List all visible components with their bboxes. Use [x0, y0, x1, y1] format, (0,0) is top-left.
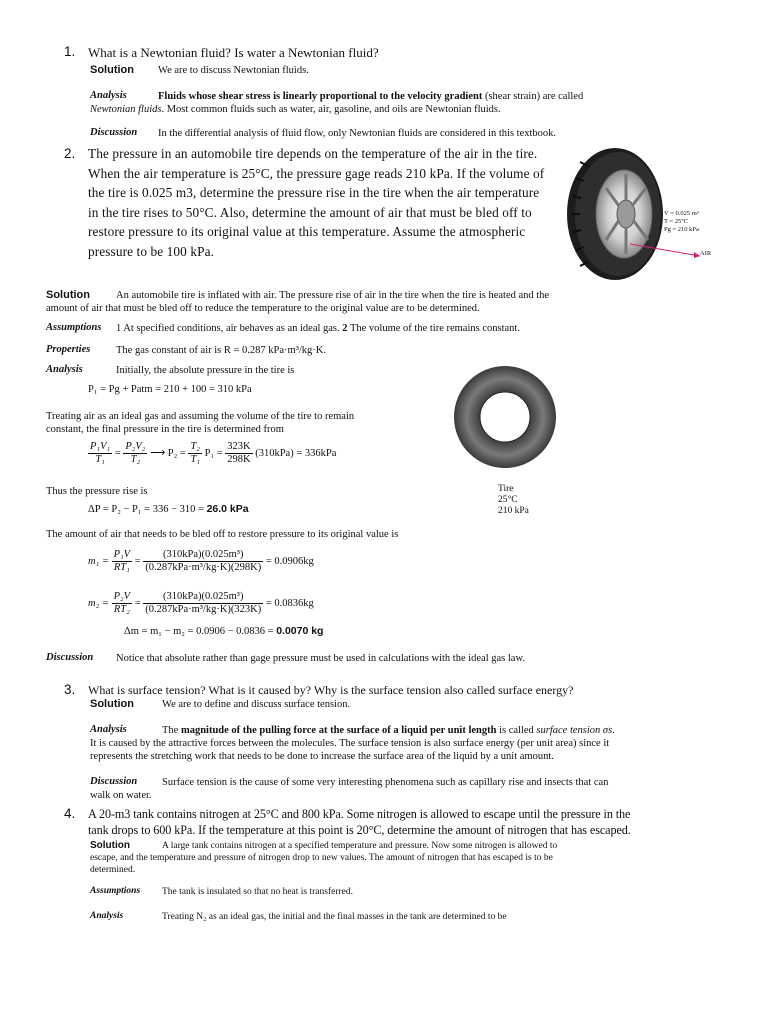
frac-m2-values: [143, 591, 263, 616]
q1-solution-label: Solution: [90, 64, 134, 76]
frac-left: [88, 441, 112, 466]
tire-temp-label: T = 25°C: [664, 218, 689, 225]
q3-solution-text: We are to define and discuss surface tension.: [162, 699, 351, 710]
q2-analysis-label: Analysis: [46, 364, 83, 375]
eq-dm-result: 0.0070 kg: [276, 625, 324, 637]
q1-analysis-label: Analysis: [90, 90, 127, 101]
eq-m2-result: = 0.0836kg: [265, 597, 314, 609]
q1-question: What is a Newtonian fluid? Is water a Newtonian fluid?: [88, 45, 379, 60]
eq-dp-result: 26.0 kPa: [206, 503, 249, 515]
q1-analysis-line2: [90, 103, 501, 116]
q2-line: the tire is 0.025 m3, determine the pressure rise in the tire when the air temperature: [88, 185, 540, 200]
frac-num: (310kPa)(0.025m³): [143, 591, 263, 604]
q2-discussion-text: Notice that absolute rather than gage pressure must be used in calculations with the ideal gas law.: [116, 653, 525, 664]
q2-discussion-label: Discussion: [46, 652, 94, 663]
tire-diagram-labels: [498, 484, 529, 517]
frac-num: P₂V: [113, 591, 131, 602]
q4-line1: A 20-m3 tank contains nitrogen at 25°C and 800 kPa. Some nitrogen is allowed to escape until the pressure in the: [88, 807, 631, 821]
q4-solution-text3: determined.: [90, 865, 136, 875]
frac-num: T₂: [190, 441, 200, 452]
q3-discussion-label: Discussion: [90, 776, 138, 787]
q4-number: 4.: [64, 806, 76, 821]
eq-p1-sym: P₁ =: [204, 447, 223, 459]
q3-analysis-mid: is called: [499, 725, 534, 736]
frac-den: 298K: [227, 454, 251, 465]
q4-assumptions-text: The tank is insulated so that no heat is transferred.: [162, 887, 354, 897]
eq-arrow: ⟶ P₂ =: [150, 447, 186, 459]
q2-properties-text: The gas constant of air is R = 0.287 kPa·m³/kg·K.: [116, 345, 326, 356]
q1-number: 1.: [64, 44, 76, 59]
q3-discussion-text2: walk on water.: [90, 790, 152, 801]
q1-analysis-line1: [158, 90, 583, 103]
eq-p2: $\frac{\text{P₁V₁}}{\text{T₁}}$ = $\frac{\text{P₂V₂}}{\text{T₂}}$ ⟶ P₂ = $\frac{\text{T₂}}{\text{T₁}}$ P₁ = $\frac{323K}{298K}$ (310kPa) = 336kPa: [90, 441, 337, 465]
q4-solution-text2: escape, and the temperature and pressure of nitrogen drop to new values. The amount of nitrogen that has escaped is to be: [90, 853, 553, 863]
q4-analysis-label: Analysis: [90, 911, 124, 921]
frac-mid: [123, 441, 147, 466]
assumption-2-num: 2: [342, 323, 348, 334]
tire-diagram: [452, 364, 558, 470]
q3-analysis-pre: The: [162, 725, 179, 736]
frac-t: [188, 441, 202, 466]
frac-num: P₁V: [113, 549, 131, 560]
eq-dp-expr: ΔP = P₂ − P₁ = 336 − 310 =: [88, 504, 204, 515]
q2-solution-text2: amount of air that must be bled off to reduce the temperature to the original value are to be determined.: [46, 303, 480, 314]
frac-k: [225, 441, 252, 466]
q1-analysis-bold: Fluids whose shear stress is linearly proportional to the velocity gradient: [158, 91, 483, 102]
eq-m2: m₂ = $\frac{\text{P₂V}}{\text{RT₂}}$ = $\frac{\text{(310kPa)(0.025m³)}}{\text{(0.287kPa·m³/kg·K)(323K)}}$ = 0.0836kg: [88, 591, 314, 615]
q4-assumptions-label: Assumptions: [90, 886, 141, 896]
eq-dm: [124, 625, 323, 637]
eq-result: (310kPa) = 336kPa: [255, 447, 337, 459]
q2-treating-line1: Treating air as an ideal gas and assuming the volume of the tire to remain: [46, 411, 355, 422]
q4-analysis-text: Treating N₂ as an ideal gas, the initial and the final masses in the tank are determined to be: [162, 912, 507, 922]
q1-analysis-italic: Newtonian fluids: [90, 104, 162, 115]
diagram-label-tire: Tire: [498, 484, 514, 494]
diagram-label-pressure: 210 kPa: [498, 506, 529, 516]
q2-line: restore pressure to its original value at this temperature. Assume the atmospheric: [88, 224, 526, 239]
q4-line2: tank drops to 600 kPa. If the temperature at this point is 20°C, determine the amount of nitrogen that has escaped.: [88, 823, 631, 837]
diagram-label-temp: 25°C: [498, 495, 518, 505]
eq-dm-expr: Δm = m₁ − m₂ = 0.0906 − 0.0836 =: [124, 626, 274, 637]
frac-num: (310kPa)(0.025m³): [143, 549, 263, 562]
frac-m2: [112, 591, 132, 616]
q1-analysis-rest1: (shear strain) are called: [482, 91, 584, 102]
q3-solution-label: Solution: [90, 698, 134, 710]
q2-line: The pressure in an automobile tire depends on the temperature of the air in the tire.: [88, 146, 538, 161]
q4-solution-text1: A large tank contains nitrogen at a specified temperature and pressure. Now some nitrogen is allowed to: [162, 841, 558, 851]
eq-m1: m₁ = $\frac{\text{P₁V}}{\text{RT₁}}$ = $\frac{\text{(310kPa)(0.025m³)}}{\text{(0.287kPa·m³/kg·K)(298K)}}$ = 0.0906kg: [88, 549, 314, 573]
tire-volume-label: V = 0.025 m³: [664, 210, 699, 217]
q3-analysis-line2: It is caused by the attractive forces between the molecules. The surface tension is also surface energy (per unit area) since it: [90, 738, 610, 749]
tire-photo-labels: [664, 210, 699, 234]
frac-num: P₁V₁: [90, 441, 111, 452]
tire-pressure-label: Pg = 210 kPa: [664, 226, 699, 233]
q2-assumptions-label: Assumptions: [46, 322, 102, 333]
q2-assumptions-text: [116, 322, 520, 335]
frac-den: T₁: [190, 454, 200, 465]
frac-m1: [112, 549, 132, 574]
q3-number: 3.: [64, 682, 76, 697]
frac-den: T₁: [95, 454, 105, 465]
frac-den: RT₁: [113, 562, 130, 573]
q3-analysis-bold: magnitude of the pulling force at the surface of a liquid per unit length: [180, 725, 497, 736]
tire-air-label: AIR: [700, 250, 712, 257]
frac-den: (0.287kPa·m³/kg·K)(323K): [145, 604, 262, 615]
tire-photo: [560, 144, 720, 284]
q2-analysis-text: Initially, the absolute pressure in the tire is: [116, 365, 295, 376]
q2-line: in the tire rises to 50°C. Also, determine the amount of air that must be bled off to: [88, 204, 532, 220]
q3-question: What is surface tension? What is it caused by? Why is the surface tension also called surface energy?: [88, 683, 574, 697]
eq-m2-lhs: m₂ =: [88, 597, 109, 609]
q2-thus: Thus the pressure rise is: [46, 486, 148, 497]
q2-treating-line2: constant, the final pressure in the tire is determined from: [46, 424, 284, 435]
frac-num: 323K: [227, 441, 251, 452]
q2-solution-label: Solution: [46, 289, 90, 301]
q2-number: 2.: [64, 146, 76, 161]
frac-num: P₂V₂: [125, 441, 146, 452]
q3-analysis-line3: represents the stretching work that needs to be done to increase the surface area of the liquid by a unit amount.: [90, 751, 554, 762]
q3-discussion-text1: Surface tension is the cause of some very interesting phenomena such as capillary rise and insects that can: [162, 777, 609, 788]
q1-discussion-label: Discussion: [90, 127, 138, 138]
eq-p1: P₁ = Pg + Patm = 210 + 100 = 310 kPa: [88, 384, 252, 395]
q4-solution-label: Solution: [90, 840, 130, 851]
eq-m1-lhs: m₁ =: [88, 555, 109, 567]
q3-analysis-label: Analysis: [90, 724, 127, 735]
q2-properties-label: Properties: [46, 344, 91, 355]
eq-dp: [88, 503, 249, 515]
frac-den: RT₂: [113, 604, 130, 615]
q2-line: When the air temperature is 25°C, the pressure gage reads 210 kPa. If the volume of: [88, 165, 545, 181]
q2-solution-text1: An automobile tire is inflated with air. The pressure rise of air in the tire when the tire is heated and the: [116, 290, 550, 301]
q1-discussion-text: In the differential analysis of fluid flow, only Newtonian fluids are considered in this textbook.: [158, 128, 557, 139]
frac-m1-values: [143, 549, 263, 574]
q1-analysis-rest2: . Most common fluids such as water, air, gasoline, and oils are Newtonian fluids.: [161, 104, 501, 115]
q3-analysis-line1: The magnitude of the pulling force at the surface of a liquid per unit length is called surface tension σs.: [162, 725, 615, 736]
frac-den: (0.287kPa·m³/kg·K)(298K): [145, 562, 262, 573]
q1-solution-text: We are to discuss Newtonian fluids.: [158, 65, 309, 76]
q2-amount-text: The amount of air that needs to be bled off to restore pressure to its original value is: [46, 529, 399, 540]
eq-m1-result: = 0.0906kg: [265, 555, 314, 567]
q3-analysis-italic: surface tension σs: [536, 725, 613, 736]
q2-question: [88, 144, 558, 261]
frac-den: T₂: [130, 454, 141, 465]
assumption-2: The volume of the tire remains constant.: [349, 323, 520, 334]
q2-line: pressure to be 100 kPa.: [88, 243, 215, 259]
assumption-1: 1 At specified conditions, air behaves as an ideal gas.: [116, 323, 340, 334]
